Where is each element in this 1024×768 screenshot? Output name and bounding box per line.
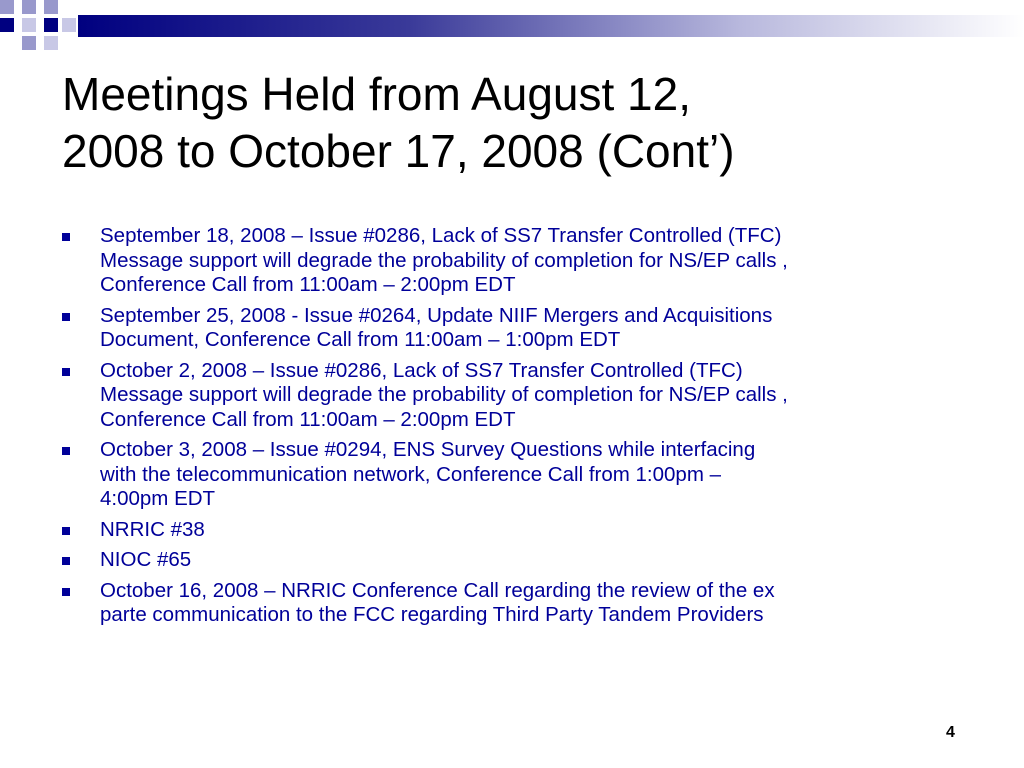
deco-square: [0, 0, 14, 14]
bullet-item: [62, 224, 982, 298]
deco-square: [22, 36, 36, 50]
deco-square: [44, 18, 58, 32]
bullet-item: [62, 548, 982, 573]
slide-title-line: Meetings Held from August 12,: [62, 68, 691, 120]
square-bullet-icon: [62, 447, 70, 455]
bullet-line: October 3, 2008 – Issue #0294, ENS Survey Questions while interfacing: [100, 438, 756, 461]
square-bullet-icon: [62, 368, 70, 376]
deco-square: [62, 18, 76, 32]
bullet-item: [62, 438, 982, 512]
bullet-list: [62, 224, 982, 634]
bullet-line: parte communication to the FCC regarding Third Party Tandem Providers: [100, 603, 764, 626]
square-bullet-icon: [62, 527, 70, 535]
gradient-band: [78, 15, 1024, 37]
deco-square: [44, 0, 58, 14]
square-bullet-icon: [62, 588, 70, 596]
header-gradient-bar: [0, 0, 1024, 50]
page-number: 4: [946, 724, 955, 741]
bullet-line: October 2, 2008 – Issue #0286, Lack of SS7 Transfer Controlled (TFC): [100, 358, 743, 382]
deco-square: [44, 36, 58, 50]
bullet-item: [62, 359, 982, 433]
bullet-line: September 18, 2008 – Issue #0286, Lack of SS7 Transfer Controlled (TFC): [100, 224, 782, 247]
deco-square: [22, 18, 36, 32]
bullet-item: [62, 304, 982, 353]
bullet-line: October 16, 2008 – NRRIC Conference Call regarding the review of the ex: [100, 578, 775, 602]
square-bullet-icon: [62, 233, 70, 241]
bullet-line: September 25, 2008 - Issue #0264, Update NIIF Mergers and Acquisitions: [100, 303, 773, 327]
deco-square: [22, 0, 36, 14]
bullet-line: Conference Call from 11:00am – 2:00pm EDT: [100, 273, 516, 296]
square-bullet-icon: [62, 557, 70, 565]
bullet-line: NIOC #65: [100, 548, 192, 571]
bullet-line: 4:00pm EDT: [100, 487, 216, 510]
deco-square: [0, 18, 14, 32]
bullet-line: Document, Conference Call from 11:00am – 1:00pm EDT: [100, 328, 621, 351]
square-bullet-icon: [62, 313, 70, 321]
bullet-line: Message support will degrade the probability of completion for NS/EP calls ,: [100, 248, 788, 272]
bullet-item: [62, 579, 982, 628]
bullet-item: [62, 518, 982, 543]
bullet-line: NRRIC #38: [100, 517, 205, 541]
bullet-line: Message support will degrade the probability of completion for NS/EP calls ,: [100, 383, 788, 406]
bullet-line: with the telecommunication network, Conference Call from 1:00pm –: [100, 462, 721, 486]
slide-title-line: 2008 to October 17, 2008 (Cont’): [62, 125, 735, 177]
header-decoration: [0, 0, 1024, 50]
slide-title: [62, 66, 992, 180]
bullet-line: Conference Call from 11:00am – 2:00pm EDT: [100, 407, 516, 431]
